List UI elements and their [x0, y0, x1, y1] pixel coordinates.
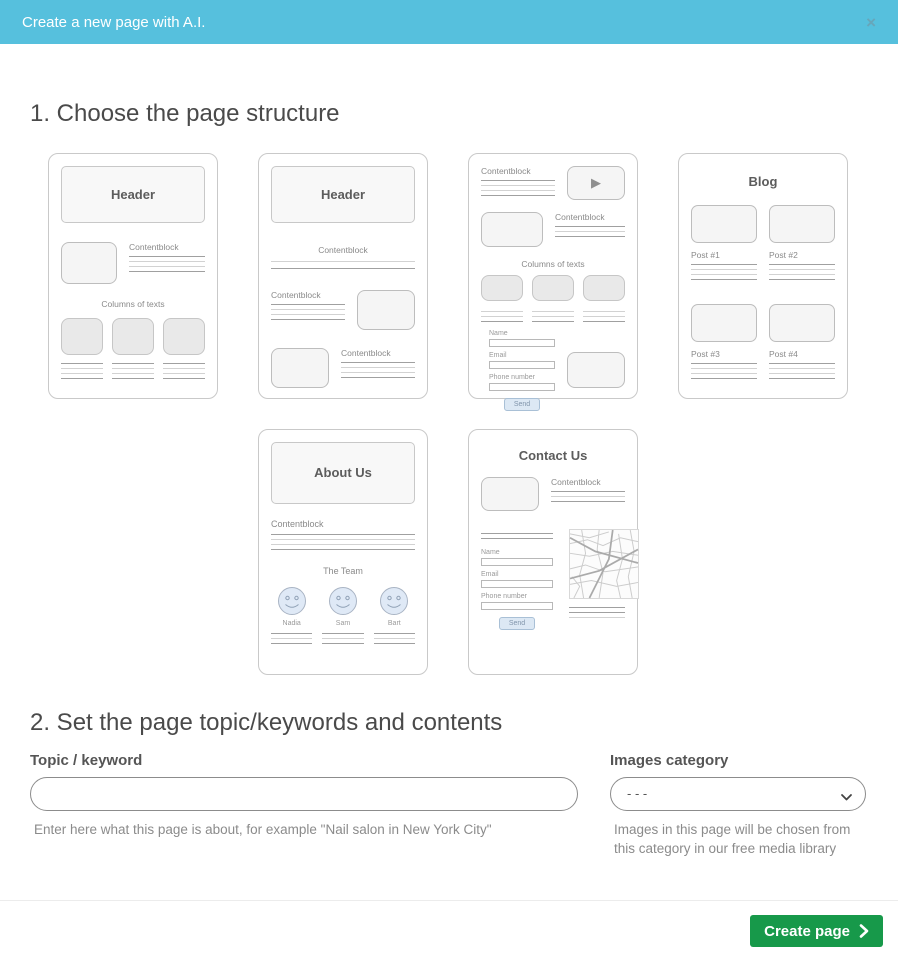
wf-columns-label: Columns of texts [521, 258, 585, 269]
wf-content-row [271, 290, 415, 330]
wf-team-member [322, 586, 363, 644]
wf-content-row [481, 212, 625, 247]
wf-column-box [481, 275, 523, 301]
wf-image-box [691, 205, 757, 243]
wf-form-email-label: Email [489, 351, 507, 359]
wf-text-lines [271, 304, 345, 320]
wf-image-box [769, 205, 835, 243]
wf-post-label: Post #4 [769, 348, 798, 359]
wf-form-phone-label: Phone number [489, 373, 535, 381]
wf-content-row [271, 348, 415, 388]
wf-team-label: The Team [323, 565, 363, 576]
create-page-label: Create page [764, 922, 850, 940]
wf-header-box [61, 166, 205, 223]
wf-form-name-label: Name [489, 329, 508, 337]
wf-team-name: Sam [335, 619, 351, 627]
wf-text-lines [61, 359, 103, 379]
wf-post-label: Post #3 [691, 348, 720, 359]
map-image [569, 529, 639, 599]
wf-about-label: About Us [314, 465, 372, 481]
wf-video-box [567, 166, 625, 200]
topic-help-text: Enter here what this page is about, for example "Nail salon in New York City" [34, 821, 492, 837]
wf-contentblock-label: Contentblock [318, 244, 368, 255]
wf-form-name-input [489, 339, 555, 347]
modal-footer [0, 900, 898, 961]
wf-form-map-row [481, 529, 625, 630]
wf-blog-post [691, 304, 757, 379]
wf-columns-label: Columns of texts [101, 298, 165, 309]
wf-content-row [481, 477, 625, 511]
wf-team-name: Nadia [282, 619, 301, 627]
structure-card-header-columns[interactable] [48, 153, 218, 399]
wf-contentblock-label: Contentblock [271, 518, 324, 529]
wf-columns-lines-row [61, 359, 205, 379]
modal-title: Create a new page with A.I. [22, 13, 206, 31]
wf-form-phone-input [481, 602, 553, 610]
wf-form-phone-label: Phone number [481, 592, 527, 600]
wf-blog-post [769, 205, 835, 280]
wf-contentblock-label: Contentblock [551, 476, 601, 487]
structure-section-heading: 1. Choose the page structure [30, 100, 340, 127]
wf-text-lines [163, 359, 205, 379]
wf-image-box [567, 352, 625, 388]
wf-team-name: Bart [387, 619, 401, 627]
wf-content-row [61, 242, 205, 284]
wf-text-lines [271, 261, 415, 269]
structure-card-video-form[interactable] [468, 153, 638, 408]
wf-form-email-input [481, 580, 553, 588]
structure-card-header-contentblocks[interactable] [258, 153, 428, 399]
structure-card-contact[interactable] [468, 429, 638, 675]
wf-blog-title: Blog [748, 173, 778, 189]
wf-columns-lines-row [481, 307, 625, 322]
wf-team-member [271, 586, 312, 644]
wf-team-member [374, 586, 415, 644]
wf-image-box [271, 348, 329, 388]
structure-card-about-team[interactable] [258, 429, 428, 675]
wf-text-lines [769, 264, 835, 280]
topic-label: Topic / keyword [30, 751, 143, 769]
modal-body [0, 44, 898, 900]
wf-contentblock-label: Contentblock [129, 241, 179, 252]
topic-input[interactable] [30, 777, 578, 811]
wf-contentblock-label: Contentblock [481, 165, 531, 176]
wf-image-box [691, 304, 757, 342]
wf-columns-row [481, 275, 625, 301]
wf-header-box [271, 442, 415, 504]
wf-text-lines [481, 307, 523, 322]
wf-text-lines [583, 307, 625, 322]
play-icon: ▶ [591, 174, 601, 190]
wf-text-lines [271, 534, 415, 550]
wf-column-box [532, 275, 574, 301]
wf-post-label: Post #2 [769, 249, 798, 260]
wf-image-box [357, 290, 415, 330]
wf-contact-title: Contact Us [518, 447, 588, 463]
chevron-right-icon [859, 924, 869, 938]
wf-column-box [61, 318, 103, 355]
wf-image-box [61, 242, 117, 284]
wf-text-lines [569, 607, 625, 618]
images-category-help-text: Images in this page will be chosen from this category in our free media library [614, 821, 851, 857]
wf-team-row [271, 586, 415, 644]
structure-card-blog[interactable] [678, 153, 848, 399]
wf-contentblock-label: Contentblock [555, 211, 605, 222]
wf-image-box [481, 477, 539, 511]
wf-form-phone-input [489, 383, 555, 391]
smiley-face-icon [277, 586, 307, 616]
topic-form-row [30, 752, 868, 859]
wf-text-lines [341, 362, 415, 378]
wf-content-row [481, 166, 625, 200]
wf-image-box [769, 304, 835, 342]
wf-column-box [112, 318, 154, 355]
topic-section-heading: 2. Set the page topic/keywords and contents [30, 708, 503, 736]
wf-text-lines [769, 363, 835, 379]
wf-text-lines [374, 629, 415, 644]
wf-image-box [481, 212, 543, 247]
images-category-select[interactable] [610, 777, 866, 811]
wf-text-lines [322, 629, 363, 644]
structure-grid [48, 153, 868, 675]
wf-form-row [481, 330, 625, 411]
wf-header-box [271, 166, 415, 223]
images-category-label: Images category [610, 751, 729, 769]
wf-text-lines [481, 180, 555, 196]
wf-header-label: Header [320, 186, 366, 202]
wf-post-label: Post #1 [691, 249, 720, 260]
wf-form-name-input [481, 558, 553, 566]
smiley-face-icon [328, 586, 358, 616]
images-category-select-wrap [610, 769, 866, 811]
wf-form-email-label: Email [481, 570, 499, 578]
wf-blog-post [769, 304, 835, 379]
wf-columns-row [61, 318, 205, 355]
wf-blog-grid [691, 205, 835, 379]
modal-header [0, 0, 898, 44]
wf-column-box [163, 318, 205, 355]
wf-text-lines [112, 359, 154, 379]
wf-text-lines [481, 533, 553, 539]
wf-contentblock-label: Contentblock [271, 289, 321, 300]
wf-contentblock-label: Contentblock [341, 347, 391, 358]
wf-form-name-label: Name [481, 548, 500, 556]
smiley-face-icon [379, 586, 409, 616]
wf-send-button: Send [504, 398, 540, 411]
wf-form-email-input [489, 361, 555, 369]
wf-header-label: Header [110, 186, 156, 202]
wf-text-lines [532, 307, 574, 322]
wf-text-lines [691, 363, 757, 379]
create-page-button[interactable] [750, 915, 883, 947]
wf-send-button: Send [499, 617, 535, 630]
wf-blog-post [691, 205, 757, 280]
wf-text-lines [691, 264, 757, 280]
wf-text-lines [129, 256, 205, 272]
wf-text-lines [555, 226, 625, 237]
wf-text-lines [271, 629, 312, 644]
wf-text-lines [551, 491, 625, 502]
close-icon[interactable]: × [866, 12, 876, 32]
wf-column-box [583, 275, 625, 301]
